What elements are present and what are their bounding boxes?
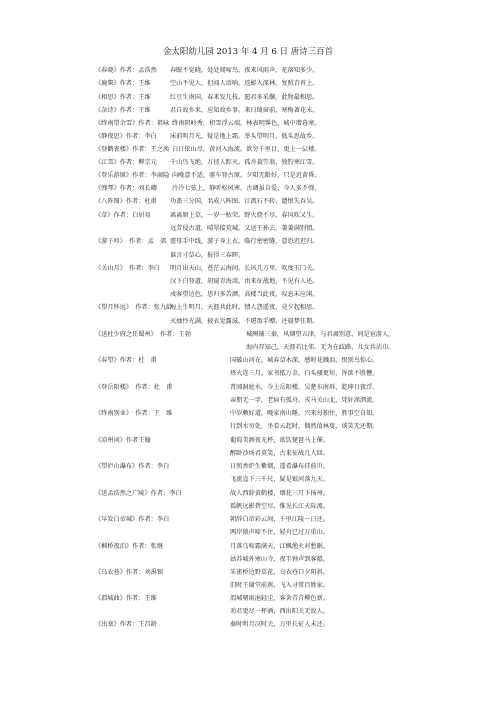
poem-verse: 红豆生南国，春来发几枝。愿君多采撷，此物最相思。	[170, 94, 319, 101]
poem-verse: 日照香炉生紫烟，遥看瀑布挂前川。	[230, 463, 329, 470]
poem-verse: 功盖三分国，名成八阵图。江流石不转，遗恨失吞吴。	[170, 198, 319, 205]
poem-title-author: 《渭城曲》作者：王维	[95, 595, 157, 602]
poem-verse: 谁言寸草心，报得三春晖。	[170, 252, 245, 259]
poem-verse: 行到水穷处，坐看云起时。偶然值林叟，谈笑无还期。	[230, 423, 379, 430]
poem-verse: 葡萄美酒夜光杯，欲饮琵琶马上催。	[230, 437, 329, 444]
poem-title-author: 《登鹳雀楼》作者：王之涣	[95, 146, 170, 153]
poem-verse: 国破山河在，城春草木深。感时花溅泪，恨别鸟惊心。	[230, 357, 379, 364]
poem-verse: 海内存知己，天涯若比邻。无为在歧路，儿女共沾巾。	[246, 344, 395, 351]
poem-verse: 远芳侵古道，晴翠接荒城。又送王孙去，萋萋满别情。	[170, 225, 319, 232]
poem-title-author: 《终南望余雪》作者：祖咏	[95, 120, 170, 127]
poem-title-author: 《登岳阳楼》 作者：杜 甫	[95, 384, 173, 391]
poem-verse: 故人西辞黄鹤楼，烟花三月下扬州。	[230, 490, 329, 497]
poem-verse: 飞流直下三千尺，疑是银河落九天。	[230, 476, 329, 483]
poem-verse: 汉下白登道，胡窥青海湾。由来征战地，不见有人还。	[170, 278, 319, 285]
poem-verse: 床前明月光，疑是地上霜。举头望明月，低头思故乡。	[170, 133, 319, 140]
poem-title-author: 《静夜思》作者：李白	[95, 133, 157, 140]
poem-title-author: 《送杜少府之任蜀州》 作者：王勃	[95, 331, 191, 338]
poem-title-author: 《枫桥夜泊》作者：张继	[95, 543, 164, 550]
poem-verse: 朝辞白帝彩云间，千里江陵一日还。	[230, 516, 329, 523]
poem-title-author: 《鹿柴》作者：王维	[95, 80, 151, 87]
poem-title-author: 《凉州词》作者王翰	[95, 437, 151, 444]
poem-title-author: 《相思》作者：王维	[95, 94, 151, 101]
poem-verse: 白日依山尽，黄河入海流。欲穷千里目，更上一层楼。	[172, 146, 321, 153]
poem-verse: 两岸猿声啼不住，轻舟已过万重山。	[230, 529, 329, 536]
page-title: 金太阳幼儿园 2013 年 4 月 6 日 唐诗三百首	[162, 47, 334, 57]
poem-verse: 向晚意不适，驱车登古原。夕阳无限好，只是近黄昏。	[172, 172, 321, 179]
poem-title-author: 《春望》作者：杜 甫	[95, 357, 157, 364]
poem-title-author: 《乌衣巷》作者：刘禹锡	[95, 569, 164, 576]
poem-verse: 醉卧沙场君莫笑，古来征战几人回。	[230, 450, 329, 457]
poem-verse: 渭城朝雨浥轻尘，客舍青青柳色新。	[230, 595, 329, 602]
poem-verse: 灭烛怜光满，披衣觉露滋。不堪盈手赠，还寝梦佳期。	[170, 318, 319, 325]
poem-verse: 君自故乡来，应知故乡事。来日绮窗前，寒梅著花未。	[170, 107, 319, 114]
poem-verse: 泠泠七弦上，静听松风寒。古调虽自爱，今人多不弹。	[172, 185, 321, 192]
poem-verse: 城阙辅三秦，风烟望五津。与君离别意，同是宦游人。	[246, 331, 395, 338]
poem-title-author: 《春晓》作者：孟浩然	[95, 67, 157, 74]
poem-verse: 春眠不觉晓，处处闻啼鸟。夜来风雨声，花落知多少。	[170, 67, 319, 74]
poem-verse: 孤帆远影碧空尽，惟见长江天际流。	[230, 503, 329, 510]
poem-verse: 亲朋无一字，老病有孤舟。戎马关山北，凭轩涕泗流。	[230, 397, 379, 404]
poem-verse: 旧时王谢堂前燕，飞入寻常百姓家。	[230, 582, 329, 589]
poem-title-author: 《江雪》作者：柳宗元	[95, 159, 157, 166]
poem-title-author: 《望庐山瀑布》作者：李白	[95, 463, 170, 470]
poem-verse: 中岁颇好道，晚家南山陲。兴来每独往，胜事空自知。	[230, 410, 379, 417]
poem-verse: 明月出天山，苍茫云海间。长风几万里，吹度玉门关。	[170, 265, 319, 272]
poem-title-author: 《送孟浩然之广陵》作者：李白	[95, 490, 182, 497]
poem-title-author: 《游子吟》 作者：孟 郊	[95, 238, 167, 245]
poem-title-author: 《出塞》作者：王昌龄	[95, 621, 157, 628]
poem-verse: 劝君更尽一杯酒，西出阳关无故人。	[230, 608, 329, 615]
poem-verse: 终南阴岭秀，积雪浮云端。林表明霁色，城中增暮寒。	[172, 120, 321, 127]
poem-verse: 月落乌啼霜满天，江枫渔火对愁眠。	[230, 543, 329, 550]
poem-verse: 千山鸟飞绝，万径人踪灭。孤舟蓑笠翁，独钓寒江雪。	[170, 159, 319, 166]
poem-verse: 秦时明月汉时关，万里长征人未还。	[230, 621, 329, 628]
poem-verse: 朱雀桥边野草花，乌衣巷口夕阳斜。	[230, 569, 329, 576]
poem-verse: 空山不见人，但闻人语响。返影入深林，复照青苔上。	[170, 80, 319, 87]
poem-title-author: 《杂诗》作者：王维	[95, 107, 151, 114]
poem-title-author: 《登乐游原》作者：李商隐	[95, 172, 170, 179]
poem-title-author: 《关山月》 作者：李白	[95, 265, 160, 272]
poem-verse: 离离原上草，一岁一枯荣。野火烧不尽，春风吹又生。	[170, 212, 319, 219]
poem-title-author: 《终南别业》 作者：王 维	[95, 410, 173, 417]
poem-title-author: 《早发白帝城》作者：李白	[95, 516, 170, 523]
poem-verse: 海上生明月，天涯共此时。情人怨遥夜，竟夕起相思。	[170, 304, 319, 311]
poem-verse: 姑苏城外寒山寺，夜半钟声到客船。	[230, 556, 329, 563]
poem-title-author: 《八阵图》作者：杜甫	[95, 198, 157, 205]
poem-verse: 慈母手中线，游子身上衣。临行密密缝，意恐迟迟归。	[170, 238, 319, 245]
poem-verse: 戍客望边色，思归多苦颜。高楼当此夜，叹息未应闲。	[170, 291, 319, 298]
poem-verse: 烽火连三月，家书抵万金。白头搔更短，浑欲不胜簪。	[230, 370, 379, 377]
poem-title-author: 《望月怀远》 作者：张九龄	[95, 304, 173, 311]
poem-title-author: 《草》作者：白居易	[95, 212, 151, 219]
poem-title-author: 《弹琴》作者：刘长卿	[95, 185, 157, 192]
poem-verse: 昔闻洞庭水，今上岳阳楼。吴楚东南坼，乾坤日夜浮。	[230, 384, 379, 391]
